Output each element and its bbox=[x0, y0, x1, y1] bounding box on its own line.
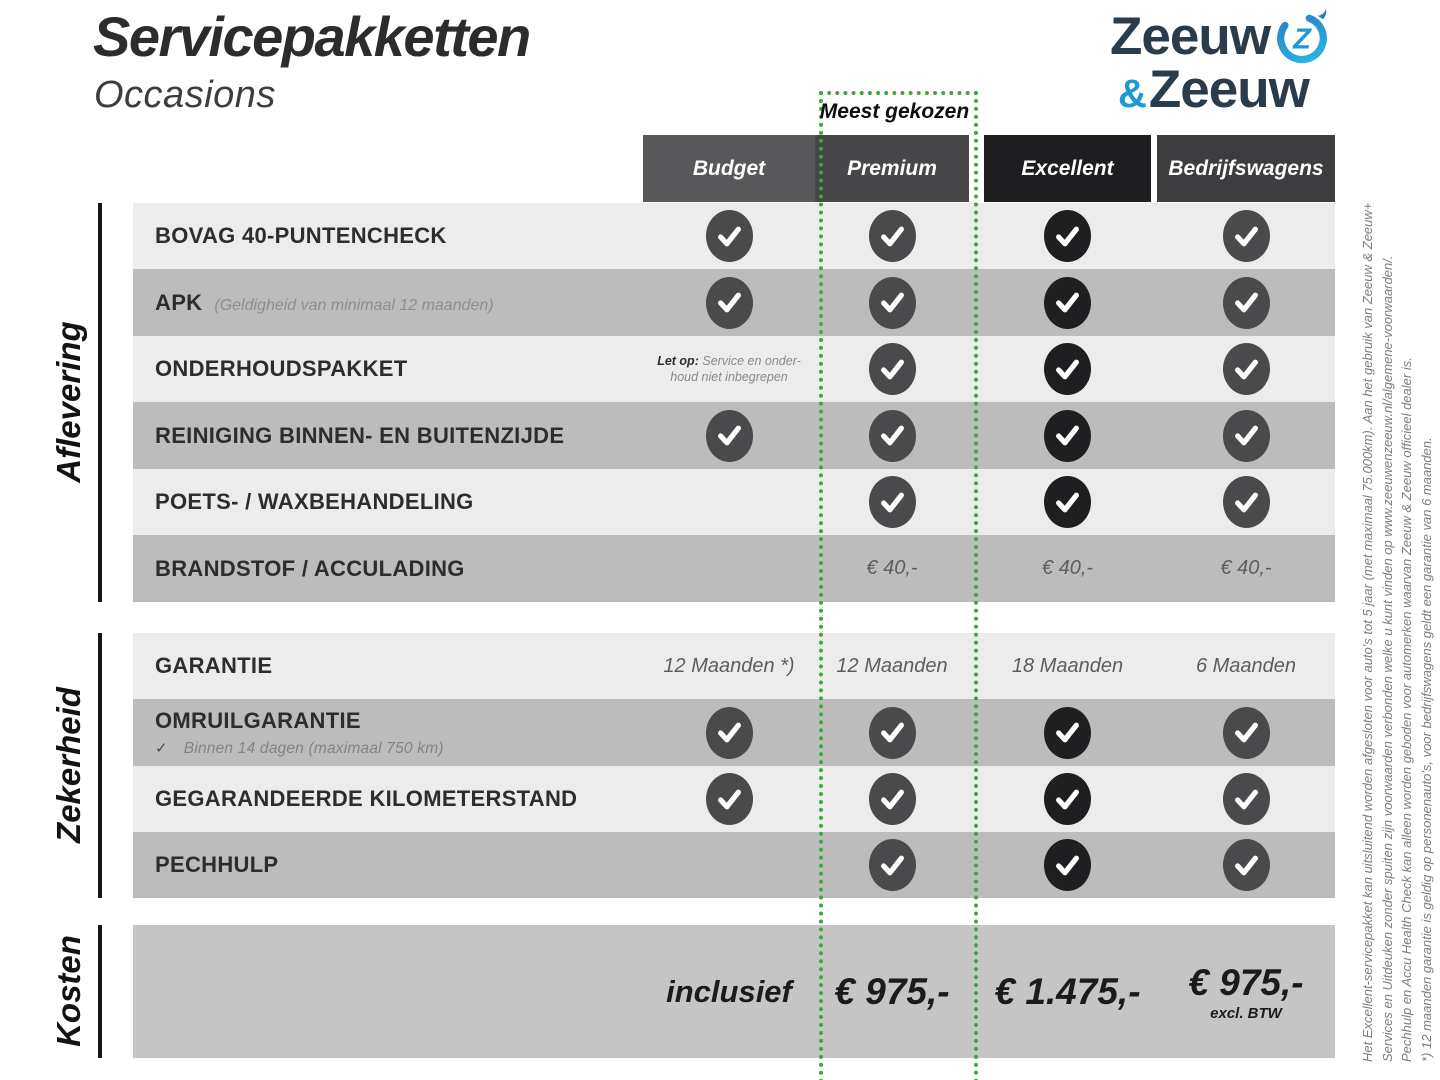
row-sublabel: ✓ Binnen 14 dagen (maximaal 750 km) bbox=[155, 739, 444, 757]
check-circle bbox=[869, 210, 916, 262]
check-icon bbox=[880, 491, 905, 514]
check-icon bbox=[1055, 291, 1080, 314]
logo-ampersand: & bbox=[1118, 71, 1147, 116]
table-row bbox=[133, 832, 1335, 898]
package-cell bbox=[984, 633, 1151, 699]
cell-value: 18 Maanden bbox=[1011, 654, 1124, 677]
budget-note bbox=[657, 353, 801, 386]
row-label bbox=[155, 633, 272, 699]
check-circle bbox=[869, 277, 916, 329]
check-circle bbox=[706, 410, 753, 462]
fineprint-line: Pechhulp en Accu Health Check kan alleen worden geboden voor automerken waarvan Zeeuw & Zeeuw officieel dealer is. bbox=[1399, 357, 1414, 1062]
row-label bbox=[155, 832, 278, 898]
check-circle bbox=[1044, 210, 1091, 262]
table-row bbox=[133, 203, 1335, 269]
check-icon bbox=[717, 424, 742, 447]
row-label bbox=[155, 269, 494, 336]
cell-value: 12 Maanden *) bbox=[663, 654, 795, 677]
table-row bbox=[133, 469, 1335, 535]
check-icon bbox=[880, 291, 905, 314]
check-icon bbox=[717, 291, 742, 314]
row-label-text: GARANTIE bbox=[155, 653, 273, 678]
check-icon bbox=[1055, 358, 1080, 381]
cell-value: € 40,- bbox=[866, 557, 918, 579]
package-cell bbox=[1157, 203, 1335, 269]
package-cell bbox=[815, 336, 969, 402]
check-circle bbox=[869, 707, 916, 759]
check-circle bbox=[1223, 343, 1270, 395]
check-icon bbox=[880, 225, 905, 248]
check-circle bbox=[706, 210, 753, 262]
cost-cell bbox=[1157, 925, 1335, 1058]
row-label bbox=[155, 535, 465, 602]
check-icon bbox=[1234, 854, 1259, 877]
package-cell bbox=[1157, 832, 1335, 898]
package-cell bbox=[984, 336, 1151, 402]
cost-value: € 975,- bbox=[834, 970, 950, 1012]
check-icon bbox=[717, 788, 742, 811]
check-icon bbox=[1234, 788, 1259, 811]
small-check-icon: ✓ bbox=[155, 739, 168, 757]
package-cell bbox=[815, 402, 969, 469]
check-icon bbox=[1055, 854, 1080, 877]
package-cell bbox=[815, 699, 969, 766]
package-cell bbox=[1157, 766, 1335, 832]
package-cell bbox=[815, 766, 969, 832]
cell-value: 6 Maanden bbox=[1195, 654, 1297, 677]
package-cell bbox=[643, 203, 815, 269]
table-row bbox=[133, 336, 1335, 402]
row-label-text: APK (Geldigheid van minimaal 12 maanden) bbox=[155, 289, 494, 315]
package-cell bbox=[643, 402, 815, 469]
package-cell bbox=[643, 633, 815, 699]
logo-word-bottom: Zeeuw bbox=[1148, 60, 1309, 120]
package-cell bbox=[1157, 402, 1335, 469]
check-icon bbox=[1055, 424, 1080, 447]
table-row bbox=[133, 269, 1335, 336]
package-cell bbox=[984, 469, 1151, 535]
cell-value: € 40,- bbox=[1220, 557, 1272, 579]
package-cell bbox=[984, 402, 1151, 469]
check-icon bbox=[1234, 225, 1259, 248]
check-circle bbox=[1044, 476, 1091, 528]
row-label-text: BRANDSTOF / ACCULADING bbox=[155, 555, 465, 581]
cost-cell bbox=[643, 925, 815, 1058]
package-cell bbox=[1157, 633, 1335, 699]
package-cell bbox=[815, 203, 969, 269]
check-icon bbox=[1055, 225, 1080, 248]
row-label-text: OMRUILGARANTIE bbox=[155, 707, 361, 733]
package-cell bbox=[984, 535, 1151, 602]
package-cell bbox=[984, 269, 1151, 336]
package-cell bbox=[1157, 469, 1335, 535]
logo-word-top: Zeeuw bbox=[1110, 7, 1270, 67]
table-row bbox=[133, 766, 1335, 832]
check-circle bbox=[706, 277, 753, 329]
row-label bbox=[155, 336, 408, 402]
check-circle bbox=[1223, 476, 1270, 528]
check-circle bbox=[1223, 210, 1270, 262]
check-circle bbox=[869, 773, 916, 825]
most-chosen-label: Meest gekozen bbox=[819, 100, 970, 123]
section-label-zekerheid: Zekerheid bbox=[50, 687, 87, 843]
cost-cell bbox=[984, 925, 1151, 1058]
cell-value: 12 Maanden bbox=[836, 654, 948, 677]
check-circle bbox=[706, 707, 753, 759]
check-icon bbox=[1234, 358, 1259, 381]
table-row bbox=[133, 535, 1335, 602]
check-icon bbox=[1055, 491, 1080, 514]
check-circle bbox=[1223, 277, 1270, 329]
row-label bbox=[155, 699, 444, 766]
fineprint-line: *) 12 maanden garantie is geldig op personenauto's, voor bedrijfswagens geldt een garantie van 6 maanden. bbox=[1418, 437, 1434, 1062]
section-line-aflevering bbox=[98, 203, 102, 602]
section-line-kosten bbox=[98, 925, 102, 1058]
fineprint-line: Het Excellent-servicepakket kan uitsluitend worden afgesloten voor auto's tot 5 jaar (met maximaal 75.000km). Aan het gebruik van Zeeuw & Zeeuw+ bbox=[1360, 202, 1375, 1062]
row-label-text: GEGARANDEERDE KILOMETERSTAND bbox=[155, 786, 578, 811]
package-cell bbox=[815, 832, 969, 898]
row-label bbox=[155, 766, 577, 832]
table-row bbox=[133, 402, 1335, 469]
package-cell bbox=[643, 469, 815, 535]
row-label-text: ONDERHOUDSPAKKET bbox=[155, 356, 408, 381]
package-cell bbox=[1157, 336, 1335, 402]
check-icon bbox=[880, 788, 905, 811]
check-circle bbox=[1044, 343, 1091, 395]
package-cell bbox=[984, 832, 1151, 898]
check-circle bbox=[1044, 839, 1091, 891]
row-sublabel: (Geldigheid van minimaal 12 maanden) bbox=[214, 296, 494, 314]
check-circle bbox=[1044, 707, 1091, 759]
column-header-budget: Budget bbox=[643, 135, 815, 202]
note-text: Service en onder- bbox=[702, 353, 801, 368]
check-icon bbox=[880, 358, 905, 381]
package-cell bbox=[1157, 535, 1335, 602]
cost-note: excl. BTW bbox=[1210, 1004, 1282, 1022]
package-cell bbox=[643, 336, 815, 402]
check-circle bbox=[706, 773, 753, 825]
check-circle bbox=[1223, 410, 1270, 462]
package-cell bbox=[643, 766, 815, 832]
cost-value: inclusief bbox=[666, 973, 792, 1009]
section-label-aflevering: Aflevering bbox=[50, 321, 87, 483]
page-title: Servicepakketten bbox=[93, 5, 530, 68]
check-icon bbox=[1234, 491, 1259, 514]
check-icon bbox=[880, 424, 905, 447]
package-cell bbox=[643, 832, 815, 898]
check-circle bbox=[1223, 773, 1270, 825]
package-cell bbox=[643, 535, 815, 602]
check-circle bbox=[1223, 839, 1270, 891]
fineprint-line: Services en Uitdeuken zonder spuiten zijn voorwaarden verbonden welke u kunt vinden op www.zeeuwenzeeuw.nl/algemene-voorwaarden/. bbox=[1379, 255, 1395, 1062]
section-label-kosten: Kosten bbox=[50, 935, 87, 1047]
page-subtitle: Occasions bbox=[94, 74, 276, 116]
check-circle bbox=[869, 839, 916, 891]
check-circle bbox=[1044, 773, 1091, 825]
cost-row bbox=[133, 925, 1335, 1058]
row-label-text: BOVAG 40-PUNTENCHECK bbox=[155, 223, 447, 248]
package-cell bbox=[815, 269, 969, 336]
package-cell bbox=[1157, 269, 1335, 336]
package-cell bbox=[984, 203, 1151, 269]
row-label-text: REINIGING BINNEN- EN BUITENZIJDE bbox=[155, 422, 565, 448]
check-circle bbox=[869, 343, 916, 395]
check-icon bbox=[1234, 291, 1259, 314]
check-icon bbox=[1055, 788, 1080, 811]
section-line-zekerheid bbox=[98, 633, 102, 898]
check-circle bbox=[1044, 410, 1091, 462]
table-row bbox=[133, 699, 1335, 766]
check-icon bbox=[1234, 424, 1259, 447]
column-header-premium: Premium bbox=[815, 135, 969, 202]
check-icon bbox=[1055, 721, 1080, 744]
check-circle bbox=[869, 476, 916, 528]
package-cell bbox=[815, 535, 969, 602]
package-cell bbox=[984, 699, 1151, 766]
row-label-text: PECHHULP bbox=[155, 852, 279, 877]
row-label bbox=[155, 402, 564, 469]
cost-value: € 975,- bbox=[1188, 961, 1304, 1003]
row-label bbox=[155, 469, 474, 535]
check-circle bbox=[1044, 277, 1091, 329]
check-icon bbox=[880, 721, 905, 744]
package-cell bbox=[815, 633, 969, 699]
check-circle bbox=[1223, 707, 1270, 759]
note-text: houd niet inbegrepen bbox=[670, 370, 788, 384]
package-cell bbox=[1157, 699, 1335, 766]
row-label bbox=[155, 203, 447, 269]
package-cell bbox=[643, 269, 815, 336]
check-icon bbox=[1234, 721, 1259, 744]
cost-cell bbox=[815, 925, 969, 1058]
cell-value: € 40,- bbox=[1041, 557, 1094, 579]
svg-text:Z: Z bbox=[1293, 23, 1311, 56]
package-cell bbox=[815, 469, 969, 535]
check-icon bbox=[717, 721, 742, 744]
package-cell bbox=[643, 699, 815, 766]
check-icon bbox=[880, 854, 905, 877]
check-circle bbox=[869, 410, 916, 462]
note-bold: Let op: bbox=[657, 353, 699, 368]
cost-value: € 1.475,- bbox=[994, 970, 1141, 1012]
check-icon bbox=[717, 225, 742, 248]
column-header-bedrijfswagens: Bedrijfswagens bbox=[1157, 135, 1335, 202]
column-header-excellent: Excellent bbox=[984, 135, 1151, 202]
package-cell bbox=[984, 766, 1151, 832]
row-label-text: POETS- / WAXBEHANDELING bbox=[155, 489, 474, 514]
legal-fineprint bbox=[1358, 140, 1436, 1062]
table-row bbox=[133, 633, 1335, 699]
